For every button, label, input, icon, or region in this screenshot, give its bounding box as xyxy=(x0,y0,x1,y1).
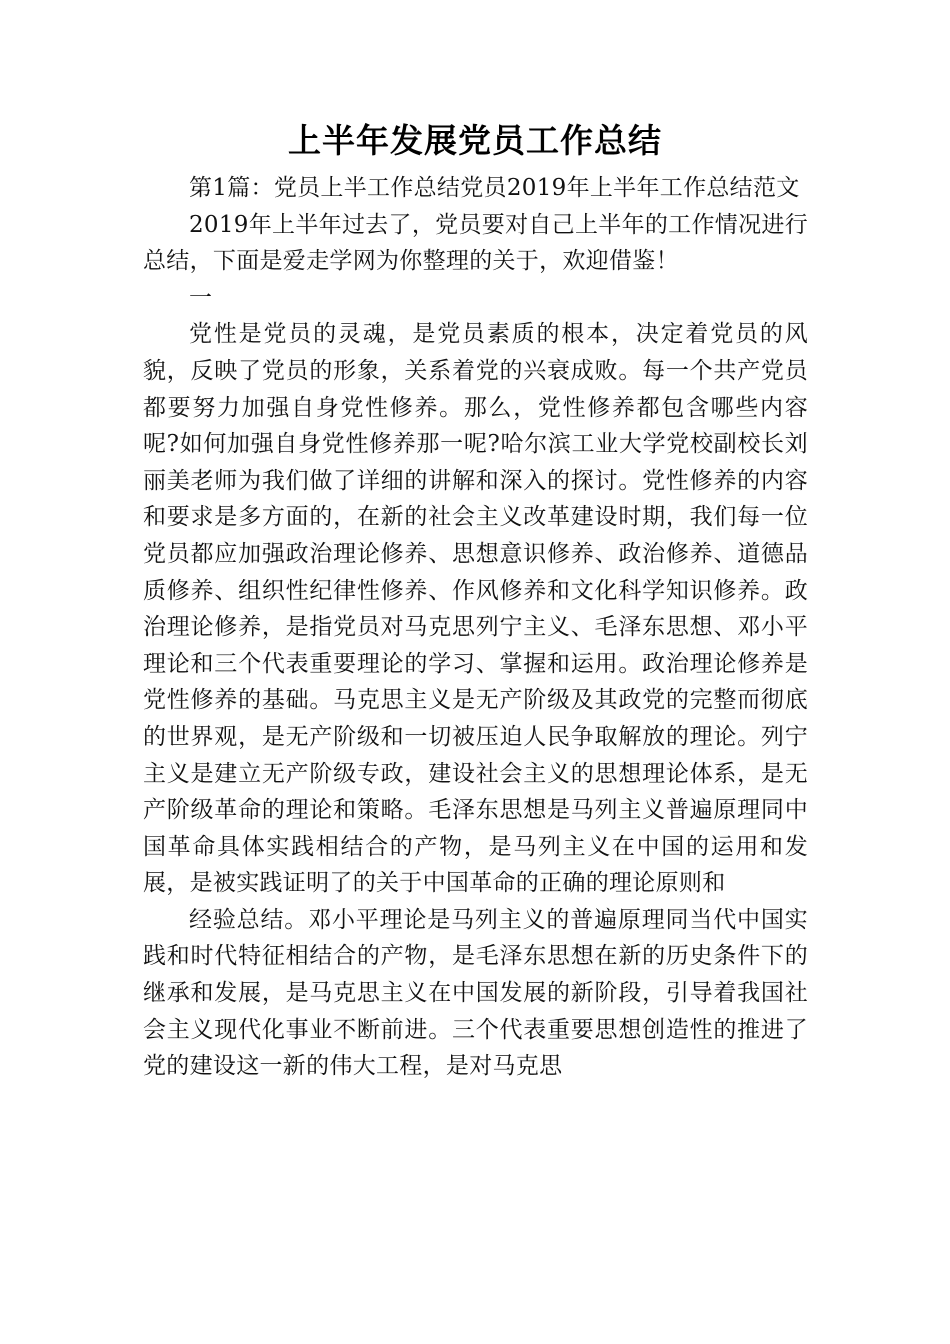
paragraph-party-spirit: 党性是党员的灵魂，是党员素质的根本，决定着党员的风貌，反映了党员的形象，关系着党的兴衰成败。每一个共产党员都要努力加强自身党性修养。那么，党性修养都包含哪些内容呢?如何加强自身党性修养那一呢?哈尔滨工业大学党校副校长刘丽美老师为我们做了详细的讲解和深入的探讨。党性修养的内容和要求是多方面的，在新的社会主义改革建设时期，我们每一位党员都应加强政治理论修养、思想意识修养、政治修养、道德品质修养、组织性纪律性修养、作风修养和文化科学知识修养。政治理论修养，是指党员对马克思列宁主义、毛泽东思想、邓小平理论和三个代表重要理论的学习、掌握和运用。政治理论修养是党性修养的基础。马克思主义是无产阶级及其政党的完整而彻底的世界观，是无产阶级和一切被压迫人民争取解放的理论。列宁主义是建立无产阶级专政，建设社会主义的思想理论体系，是无产阶级革命的理论和策略。毛泽东思想是马列主义普遍原理同中国革命具体实践相结合的产物，是马列主义在中国的运用和发展，是被实践证明了的关于中国革命的正确的理论原则和 xyxy=(143,321,808,897)
document-body xyxy=(143,170,808,1085)
paragraph-section-heading: 第1篇：党员上半工作总结党员2019年上半年工作总结范文 xyxy=(189,175,800,201)
paragraph-intro: 2019年上半年过去了，党员要对自己上半年的工作情况进行总结，下面是爱走学网为你整理的关于，欢迎借鉴！ xyxy=(143,211,808,275)
paragraph-numeral: 一 xyxy=(189,284,212,311)
paragraph-experience-summary: 经验总结。邓小平理论是马列主义的普遍原理同当代中国实践和时代特征相结合的产物，是毛泽东思想在新的历史条件下的继承和发展，是马克思主义在中国发展的新阶段，引导着我国社会主义现代化事业不断前进。三个代表重要思想创造性的推进了党的建设这一新的伟大工程，是对马克思 xyxy=(143,906,808,1080)
document-title: 上半年发展党员工作总结 xyxy=(288,121,662,160)
